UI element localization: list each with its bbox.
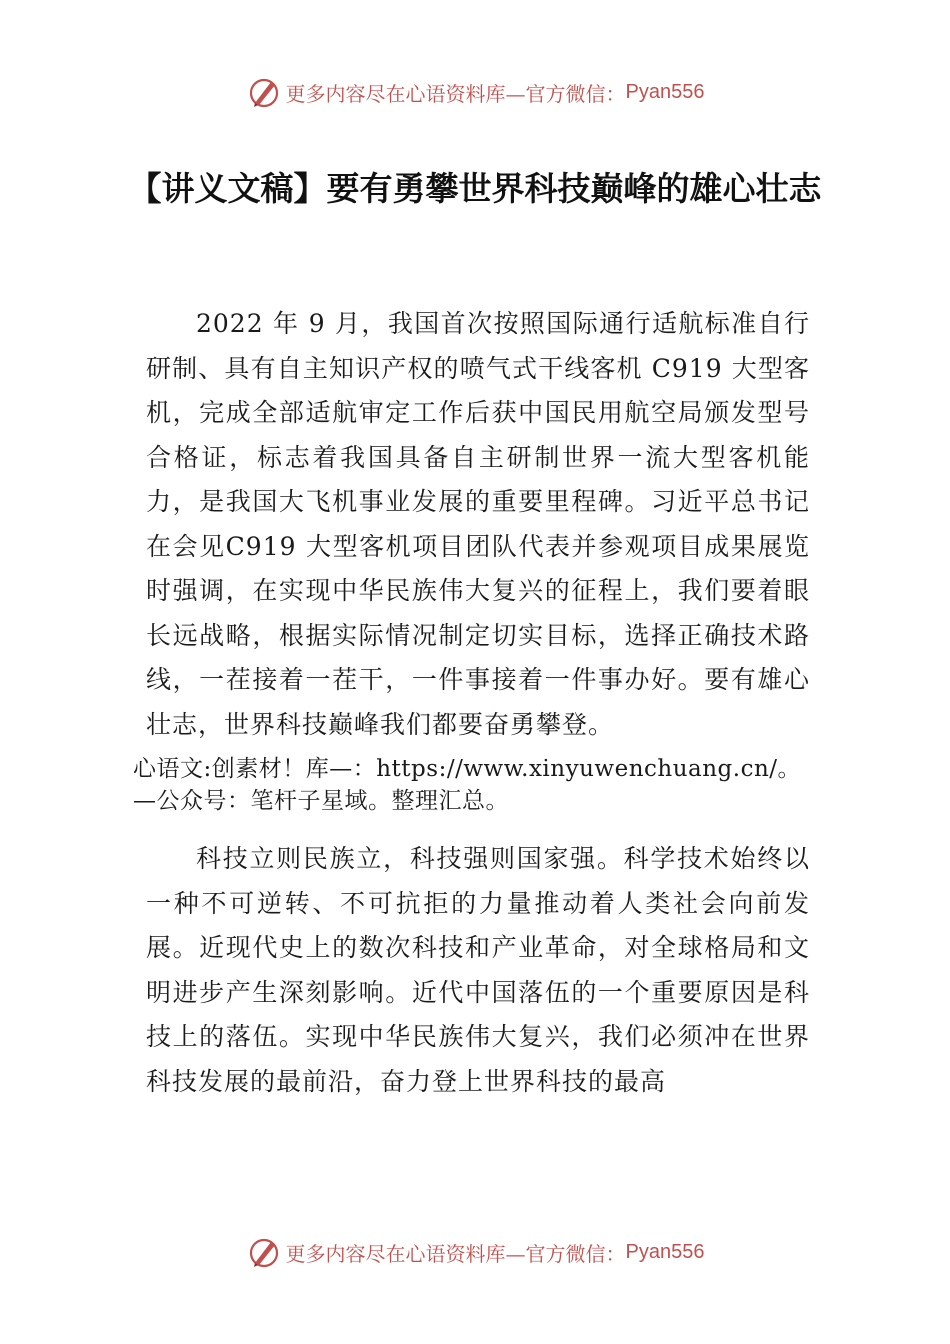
document-title: 【讲义文稿】要有勇攀世界科技巅峰的雄心壮志: [128, 169, 822, 208]
pen-logo-icon: [246, 74, 282, 110]
footer-banner-text: 更多内容尽在心语资料库—官方微信：: [285, 1241, 626, 1266]
header-banner: [0, 72, 950, 112]
paragraph-1: 2022 年 9 月，我国首次按照国际通行适航标准自行研制、具有自主知识产权的喷气式干线客机 C919 大型客机，完成全部适航审定工作后获中国民用航空局颁发型号合格证，标志着我国具备自主研制世界一流大型客机能力，是我国大飞机事业发展的重要里程碑。习近平总书记在会见C919 大型客机项目团队代表并参观项目成果展览时强调，在实现中华民族伟大复兴的征程上，我们要着眼长远战略，根据实际情况制定切实目标，选择正确技术路线，一茬接着一茬干，一件事接着一件事办好。要有雄心壮志，世界科技巅峰我们都要奋勇攀登。: [146, 309, 810, 739]
source-note: 心语文:创素材！库—：https://www.xinyuwenchuang.cn/。—公众号：笔杆子星域。整理汇总。: [133, 756, 802, 814]
pen-logo-icon: [246, 1234, 282, 1270]
header-wechat-id: Pyan556: [625, 80, 705, 103]
header-banner-text: 更多内容尽在心语资料库—官方微信：: [285, 81, 626, 106]
paragraph-2: 科技立则民族立，科技强则国家强。科学技术始终以一种不可逆转、不可抗拒的力量推动着人类社会向前发展。近现代史上的数次科技和产业革命，对全球格局和文明进步产生深刻影响。近代中国落伍的一个重要原因是科技上的落伍。实现中华民族伟大复兴，我们必须冲在世界科技发展的最前沿，奋力登上世界科技的最高: [146, 844, 810, 1096]
footer-wechat-id: Pyan556: [625, 1240, 705, 1263]
footer-banner: [0, 1232, 950, 1272]
